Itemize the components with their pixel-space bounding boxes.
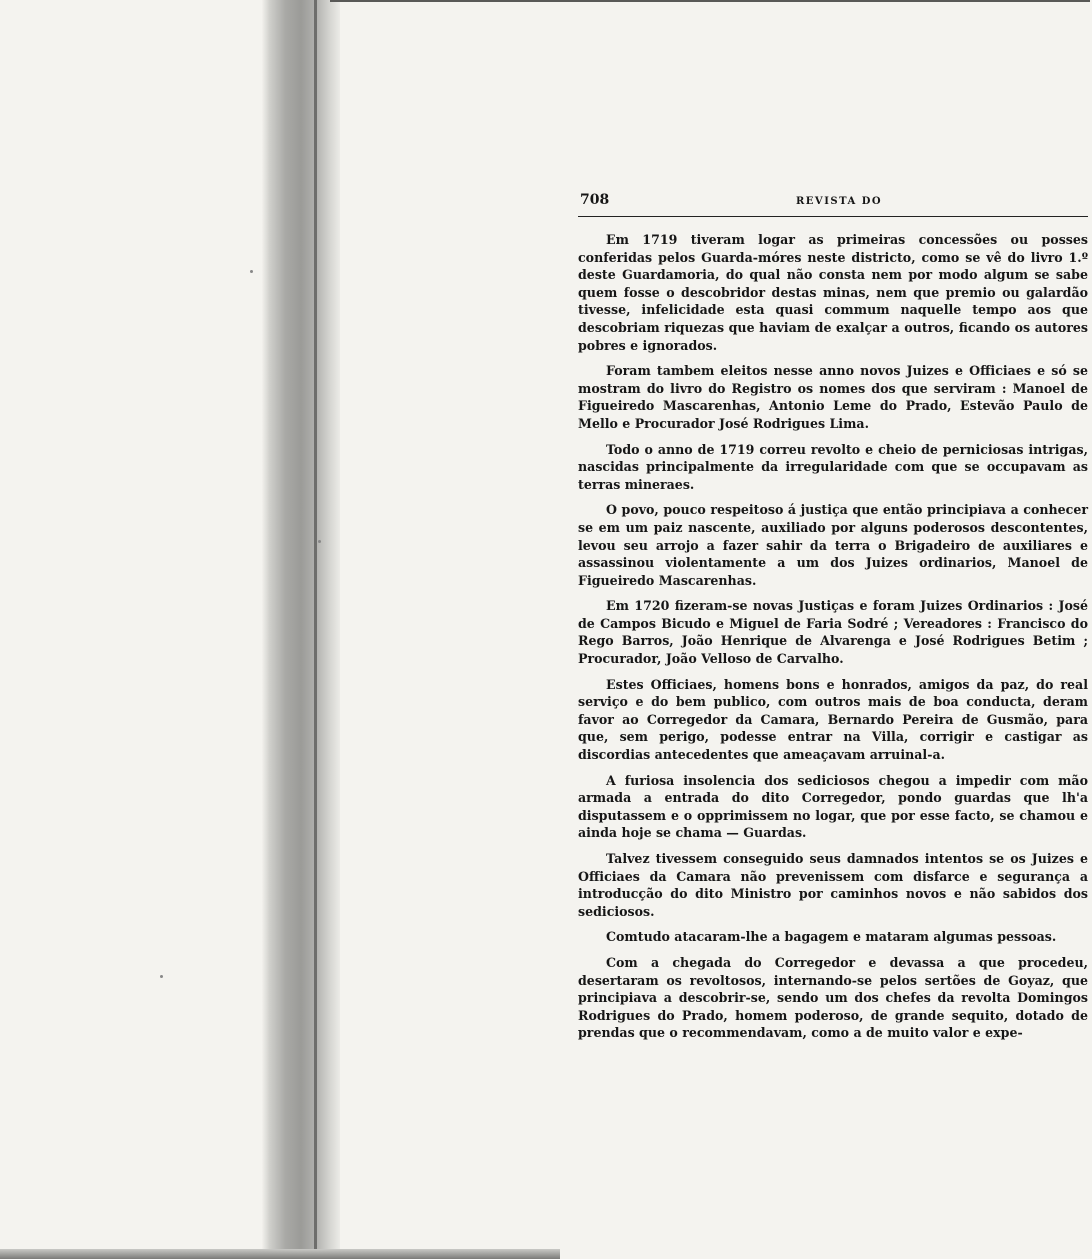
paragraph-6: Estes Officiaes, homens bons e honrados, amigos da paz, do real serviço e do bem publico, com outros mais de boa conducta, deram favor ao Corregedor da Camara, Bernardo Pereira de Gusmão, para que, sem perigo, podesse entrar na Villa, corrigir e castigar as discordias antecedentes que ameaçavam arruinal-a. bbox=[578, 676, 1088, 763]
paragraph-3: Todo o anno de 1719 correu revolto e cheio de perniciosas intrigas, nascidas principalmente da irregularidade com que se occupavam as terras mineraes. bbox=[578, 441, 1088, 492]
paragraph-2: Foram tambem eleitos nesse anno novos Juizes e Officiaes e só se mostram do livro do Registro os nomes dos que serviram : Manoel de Figueiredo Mascarenhas, Antonio Leme do Prado, Estevão Paulo de Mello e Procurador José Rodrigues Lima. bbox=[578, 363, 1088, 431]
paragraph-8: Talvez tivessem conseguido seus damnados intentos se os Juizes e Officiaes da Camara não prevenissem com disfarce e segurança a introducção do dito Ministro por caminhos novos e não sabidos dos sediciosos. bbox=[578, 851, 1088, 919]
scan-speck bbox=[318, 540, 321, 543]
top-edge-mark bbox=[330, 0, 1090, 2]
paragraph-1: Em 1719 tiveram logar as primeiras concessões ou posses conferidas pelos Guarda-móres neste districto, como se vê do livro 1.º deste Guardamoria, do qual não consta nem por modo algum se sabe quem fosse o descobridor destas minas, nem que premio ou galardão tivesse, infelicidade esta quasi commum naquelle tempo aos que descobriam riquezas que haviam de exalçar a outros, ficando os autores pobres e ignorados. bbox=[578, 232, 1088, 353]
spine-line bbox=[314, 0, 317, 1259]
page-number: 708 bbox=[580, 192, 610, 208]
bottom-edge-shadow bbox=[0, 1249, 560, 1259]
paragraph-9: Comtudo atacaram-lhe a bagagem e mataram algumas pessoas. bbox=[606, 929, 1057, 945]
binding-shadow bbox=[262, 0, 340, 1259]
paragraph-4: O povo, pouco respeitoso á justiça que então principiava a conhecer se em um paiz nascente, auxiliado por alguns poderosos descontentes, levou seu arrojo a fazer sahir da terra o Brigadeiro de auxiliares e assassinou violentamente a um dos Juizes ordinarios, Manoel de Figueiredo Mascarenhas. bbox=[578, 502, 1088, 588]
scan-speck bbox=[160, 975, 163, 978]
paragraph-7: A furiosa insolencia dos sediciosos chegou a impedir com mão armada a entrada do dito Corregedor, pondo guardas que lh'a disputassem e o opprimissem no logar, que por esse facto, se chamou e ainda hoje se chama — Guardas. bbox=[578, 772, 1088, 841]
book-page bbox=[578, 190, 1088, 1050]
running-title: REVISTA DO bbox=[796, 196, 883, 207]
page-header bbox=[578, 190, 1088, 217]
paragraph-5: Em 1720 fizeram-se novas Justiças e foram Juizes Ordinarios : José de Campos Bicudo e Miguel de Faria Sodré ; Vereadores : Francisco do Rego Barros, João Henrique de Alvarenga e José Rodrigues Betim ; Procurador, João Velloso de Carvalho. bbox=[578, 598, 1088, 667]
paragraph-10: Com a chegada do Corregedor e devassa a que procedeu, desertaram os revoltosos, internando-se pelos sertões de Goyaz, que principiava a descobrir-se, sendo um dos chefes da revolta Domingos Rodrigues do Prado, homem poderoso, de grande sequito, dotado de prendas que o recommendavam, como a de muito valor e expe- bbox=[578, 954, 1088, 1041]
scan-speck bbox=[250, 270, 253, 273]
